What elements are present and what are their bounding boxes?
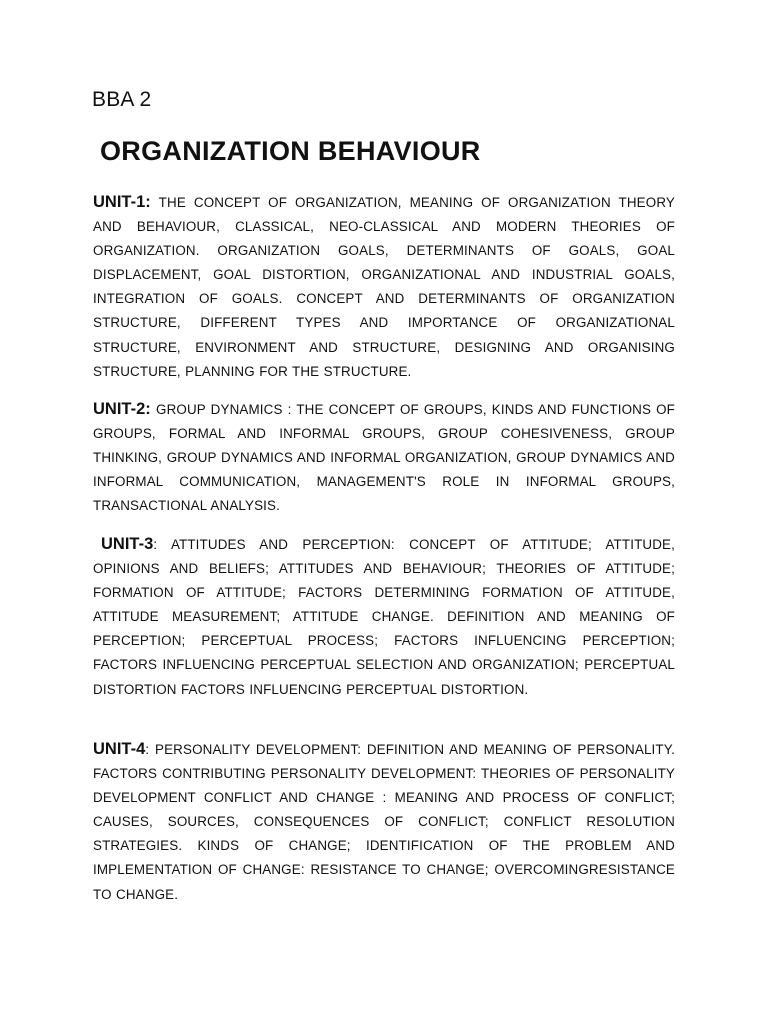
- unit-3-text: ATTITUDES AND PERCEPTION: CONCEPT OF ATTITUDE; ATTITUDE, OPINIONS AND BELIEFS; ATTITUDES AND BEHAVIOUR; THEORIES OF ATTITUDE; FORMATION OF ATTITUDE; FACTORS DETERMINING FORMATION OF ATTITUDE, ATTITUDE MEASUREMENT; ATTITUDE CHANGE. DEFINITION AND MEANING OF PERCEPTION; PERCEPTUAL PROCESS; FACTORS INFLUENCING PERCEPTION; FACTORS INFLUENCING PERCEPTUAL SELECTION AND ORGANIZATION; PERCEPTUAL DISTORTION FACTORS INFLUENCING PERCEPTUAL DISTORTION.: [93, 537, 675, 697]
- course-code: BBA 2: [92, 88, 152, 111]
- unit-3-separator: :: [153, 536, 158, 552]
- unit-4-separator: :: [145, 741, 150, 757]
- unit-3-label: UNIT-3: [101, 535, 154, 553]
- unit-1-separator: :: [145, 193, 151, 211]
- unit-4-text: PERSONALITY DEVELOPMENT: DEFINITION AND MEANING OF PERSONALITY. FACTORS CONTRIBUTING PERSONALITY DEVELOPMENT: THEORIES OF PERSONALITY DEVELOPMENT CONFLICT AND CHANGE : MEANING AND PROCESS OF CONFLICT; CAUSES, SOURCES, CONSEQUENCES OF CONFLICT; CONFLICT RESOLUTION STRATEGIES. KINDS OF CHANGE; IDENTIFICATION OF THE PROBLEM AND IMPLEMENTATION OF CHANGE: RESISTANCE TO CHANGE; OVERCOMINGRESISTANCE TO CHANGE.: [93, 742, 675, 902]
- unit-2-label: UNIT-2: [93, 400, 146, 418]
- unit-3-paragraph: [93, 532, 675, 702]
- unit-2-text: GROUP DYNAMICS : THE CONCEPT OF GROUPS, KINDS AND FUNCTIONS OF GROUPS, FORMAL AND INFORMAL GROUPS, GROUP COHESIVENESS, GROUP THINKING, GROUP DYNAMICS AND INFORMAL ORGANIZATION, GROUP DYNAMICS AND INFORMAL COMMUNICATION, MANAGEMENT'S ROLE IN INFORMAL GROUPS, TRANSACTIONAL ANALYSIS.: [93, 402, 676, 514]
- unit-2-separator: :: [145, 400, 151, 418]
- unit-2-paragraph: [93, 397, 675, 518]
- unit-1-paragraph: [93, 190, 675, 384]
- unit-1-text: THE CONCEPT OF ORGANIZATION, MEANING OF ORGANIZATION THEORY AND BEHAVIOUR, CLASSICAL, NEO-CLASSICAL AND MODERN THEORIES OF ORGANIZATION. ORGANIZATION GOALS, DETERMINANTS OF GOALS, GOAL DISPLACEMENT, GOAL DISTORTION, ORGANIZATIONAL AND INDUSTRIAL GOALS, INTEGRATION OF GOALS. CONCEPT AND DETERMINANTS OF ORGANIZATION STRUCTURE, DIFFERENT TYPES AND IMPORTANCE OF ORGANIZATIONAL STRUCTURE, ENVIRONMENT AND STRUCTURE, DESIGNING AND ORGANISING STRUCTURE, PLANNING FOR THE STRUCTURE.: [93, 195, 675, 379]
- unit-1-label: UNIT-1: [93, 193, 146, 211]
- unit-4-paragraph: [93, 737, 675, 907]
- unit-4-label: UNIT-4: [93, 740, 146, 758]
- page-title: ORGANIZATION BEHAVIOUR: [100, 136, 481, 166]
